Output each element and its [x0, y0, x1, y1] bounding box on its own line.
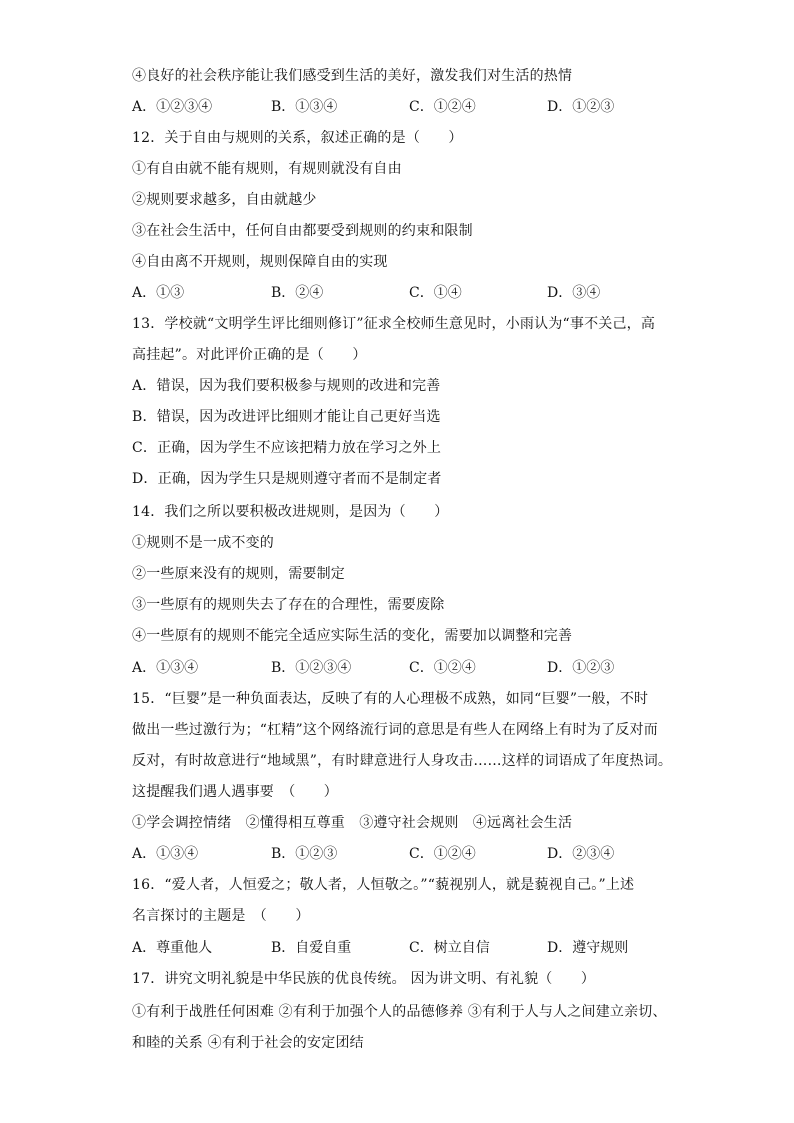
- q17-statements-line-1: ①有利于战胜任何困难 ②有利于加强个人的品德修养 ③有利于人与人之间建立亲切、: [132, 1004, 667, 1020]
- q15-statements: ①学会调控情绪 ②懂得相互尊重 ③遵守社会规则 ④远离社会生活: [132, 815, 573, 831]
- q14-option-d: D．①②③: [547, 660, 615, 676]
- q14-statement-4: ④一些原有的规则不能完全适应实际生活的变化，需要加以调整和完善: [132, 628, 573, 644]
- q16-option-c: C．树立自信: [409, 940, 490, 956]
- q14-statement-1: ①规则不是一成不变的: [132, 535, 274, 551]
- q14-statement-2: ②一些原来没有的规则，需要制定: [132, 566, 345, 582]
- q15-stem-line-4: 这提醒我们遇人遇事要 （ ）: [132, 784, 338, 800]
- q16-option-d: D．遵守规则: [547, 940, 629, 956]
- q17-statements-line-2: 和睦的关系 ④有利于社会的安定团结: [132, 1035, 364, 1051]
- q12-option-b: B．②④: [271, 285, 324, 301]
- q14-statement-3: ③一些原有的规则失去了存在的合理性，需要废除: [132, 597, 445, 613]
- q15-stem-line-3: 反对，有时故意进行“地域黑”，有时肆意进行人身攻击……这样的词语成了年度热词。: [132, 753, 673, 769]
- q14-option-a: A．①③④: [132, 660, 199, 676]
- q15-stem-line-2: 做出一些过激行为；“杠精”这个网络流行词的意思是有些人在网络上有时为了反对而: [132, 722, 658, 738]
- q16-option-a: A．尊重他人: [132, 940, 213, 956]
- q14-option-c: C．①②④: [409, 660, 476, 676]
- q13-option-d: D．正确，因为学生只是规则遵守者而不是制定者: [132, 471, 442, 487]
- q15-option-c: C．①②④: [409, 846, 476, 862]
- q12-option-c: C．①④: [409, 285, 462, 301]
- q12-statement-2: ②规则要求越多，自由就越少: [132, 192, 317, 208]
- q12-statement-4: ④自由离不开规则，规则保障自由的实现: [132, 254, 388, 270]
- q11-option-c: C．①②④: [409, 99, 476, 115]
- q11-option-b: B．①③④: [271, 99, 338, 115]
- q15-option-b: B．①②③: [271, 846, 338, 862]
- q14-option-b: B．①②③④: [271, 660, 352, 676]
- q11-option-a: A．①②③④: [132, 99, 213, 115]
- q11-statement-4: ④良好的社会秩序能让我们感受到生活的美好，激发我们对生活的热情: [132, 68, 573, 84]
- q12-statement-3: ③在社会生活中，任何自由都要受到规则的约束和限制: [132, 223, 473, 239]
- q12-stem: 12．关于自由与规则的关系，叙述正确的是（ ）: [132, 130, 463, 146]
- q16-stem-line-2: 名言探讨的主题是 （ ）: [132, 908, 310, 924]
- q12-option-d: D．③④: [547, 285, 601, 301]
- q14-stem: 14．我们之所以要积极改进规则，是因为（ ）: [132, 504, 449, 520]
- q11-option-d: D．①②③: [547, 99, 615, 115]
- q13-option-b: B．错误，因为改进评比细则才能让自己更好当选: [132, 409, 441, 425]
- q16-option-b: B．自爱自重: [271, 940, 352, 956]
- q12-option-a: A．①③: [132, 285, 185, 301]
- q13-option-a: A．错误，因为我们要积极参与规则的改进和完善: [132, 378, 441, 394]
- q13-stem-line-1: 13．学校就“文明学生评比细则修订”征求全校师生意见时，小雨认为“事不关己，高: [132, 316, 656, 332]
- q15-option-d: D．②③④: [547, 846, 615, 862]
- q12-statement-1: ①有自由就不能有规则，有规则就没有自由: [132, 161, 402, 177]
- q15-stem-line-1: 15．“巨婴”是一种负面表达，反映了有的人心理极不成熟，如同“巨婴”一般，不时: [132, 691, 649, 707]
- q13-stem-line-2: 高挂起”。对此评价正确的是（ ）: [132, 347, 367, 363]
- q16-stem-line-1: 16．“爱人者，人恒爱之；敬人者，人恒敬之。”“藐视别人，就是藐视自己。”上述: [132, 877, 635, 893]
- q17-stem: 17．讲究文明礼貌是中华民族的优良传统。 因为讲文明、有礼貌（ ）: [132, 971, 596, 987]
- q15-option-a: A．①③④: [132, 846, 199, 862]
- q13-option-c: C．正确，因为学生不应该把精力放在学习之外上: [132, 440, 442, 456]
